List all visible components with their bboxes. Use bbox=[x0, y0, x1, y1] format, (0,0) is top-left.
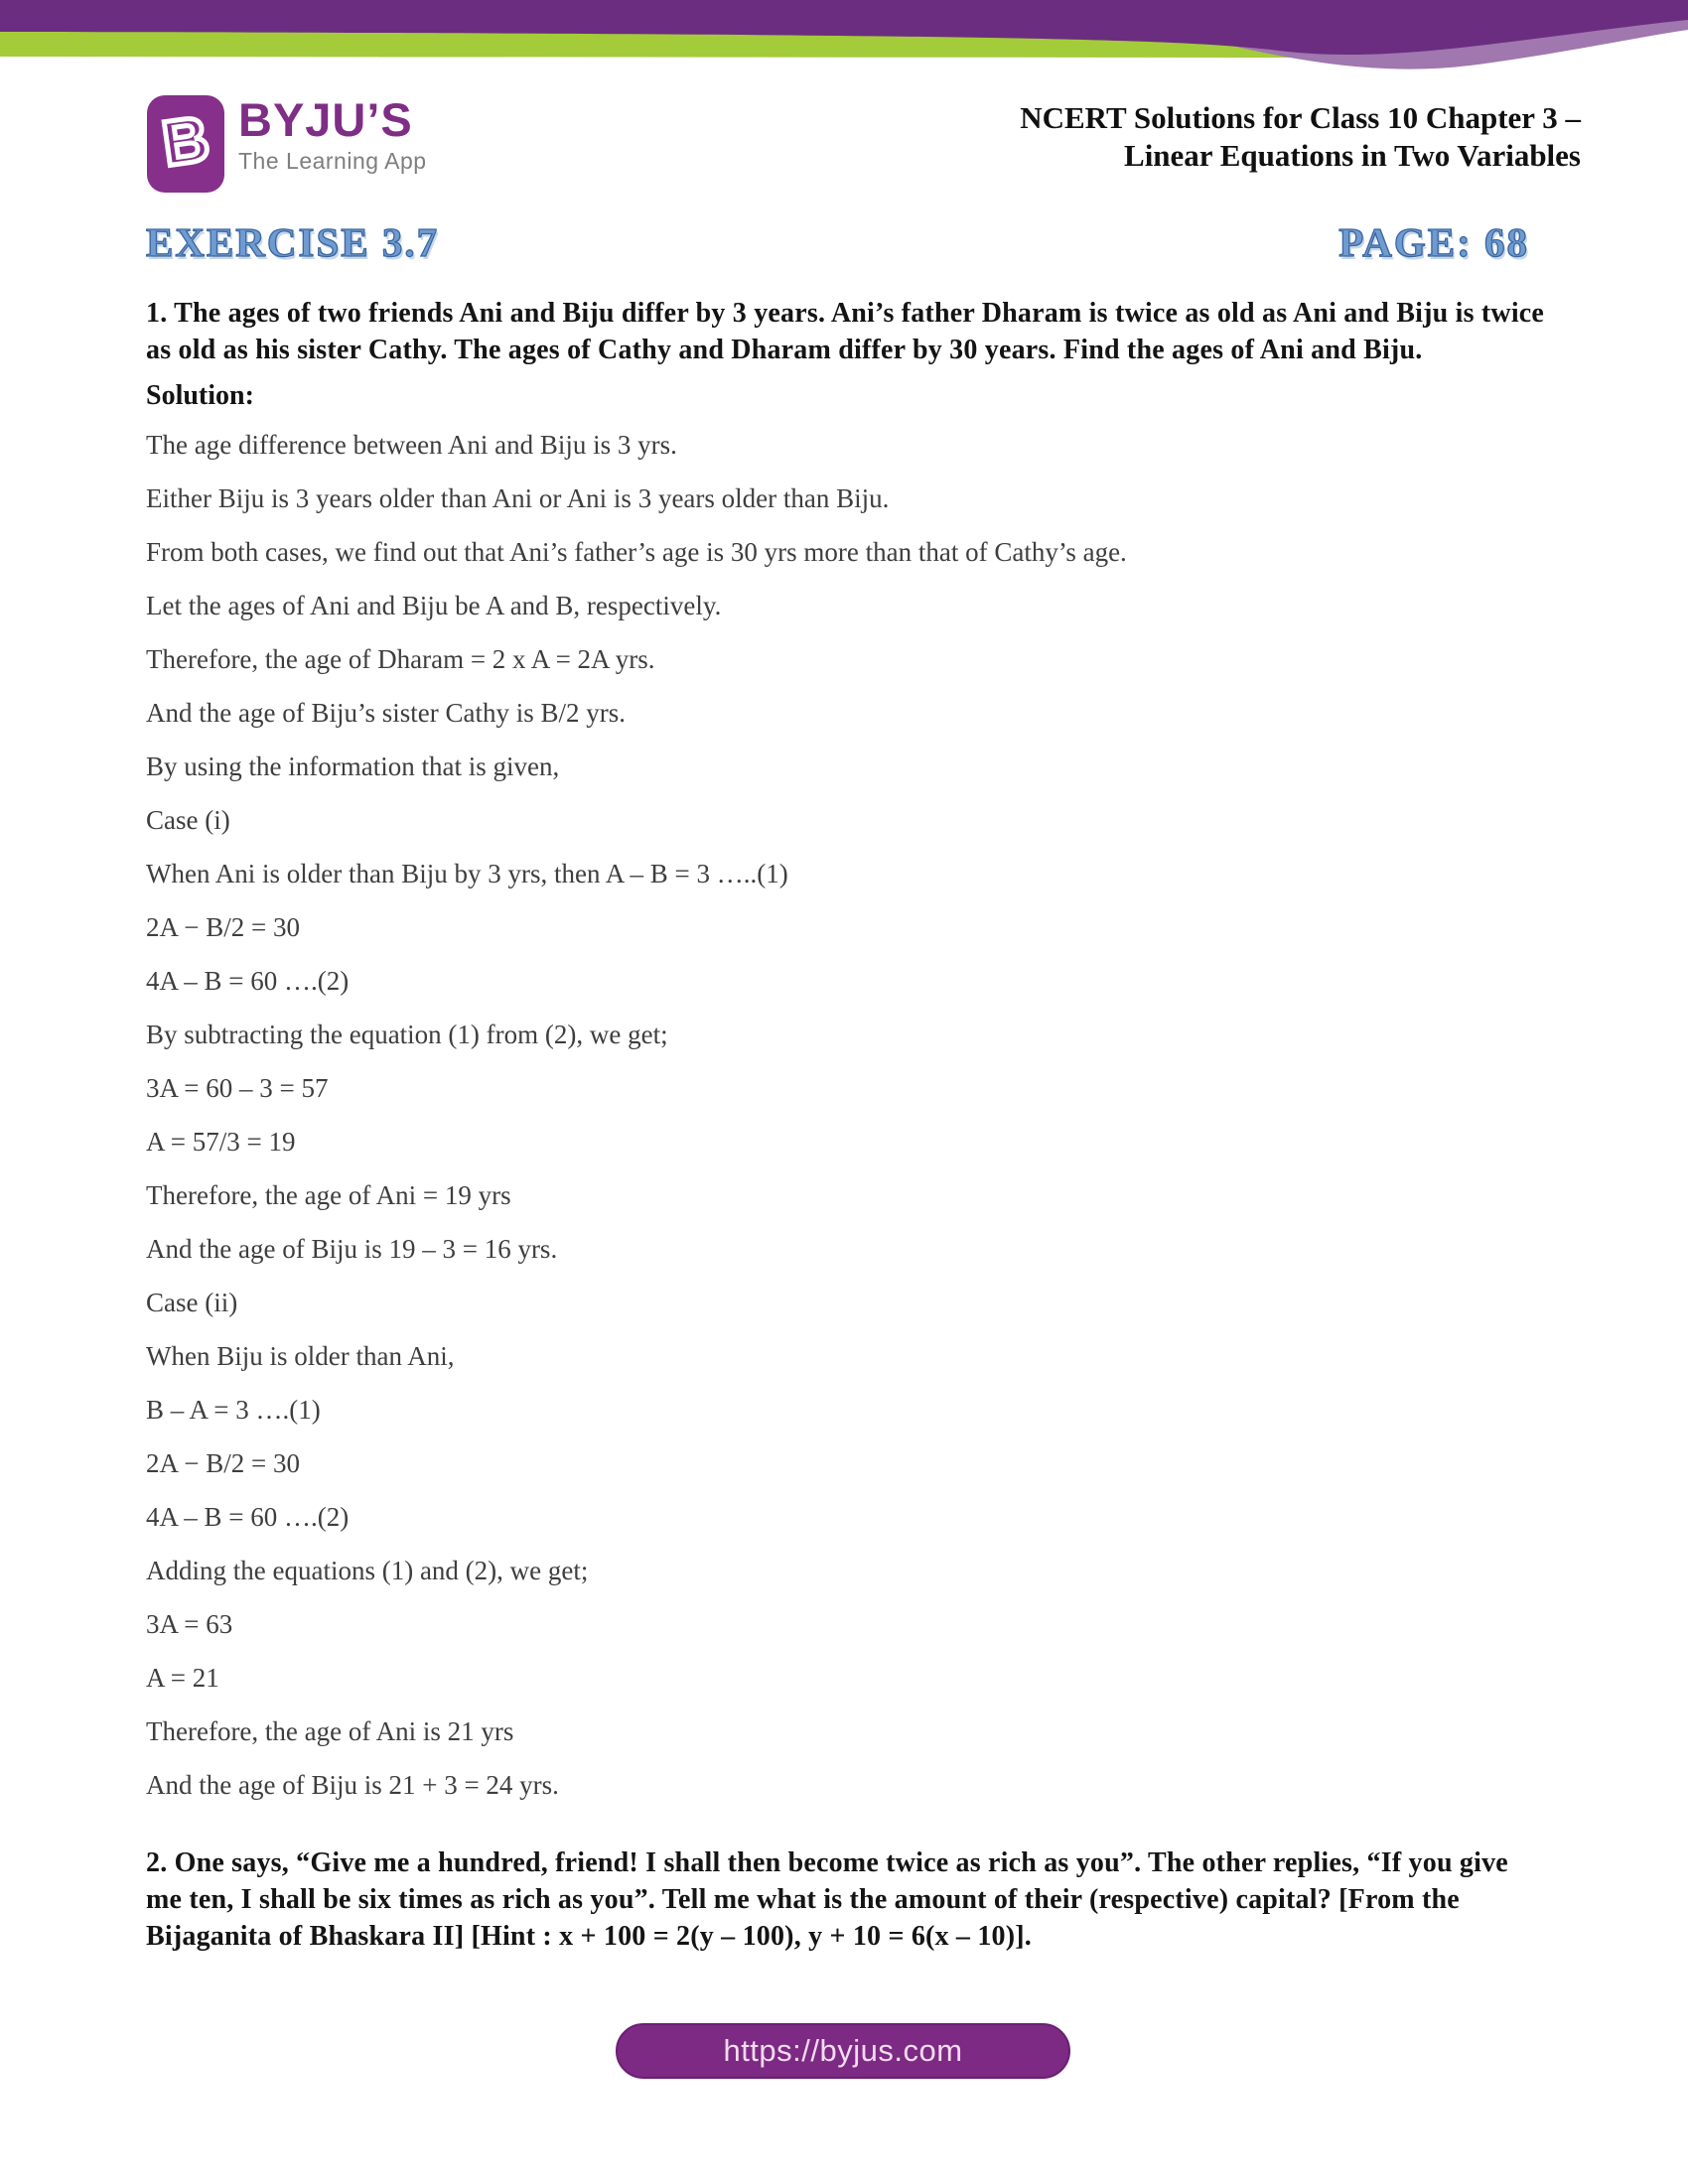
solution-line: Therefore, the age of Ani = 19 yrs bbox=[146, 1180, 511, 1210]
solution-line: A = 57/3 = 19 bbox=[146, 1127, 296, 1157]
solution-line: Therefore, the age of Ani is 21 yrs bbox=[146, 1716, 514, 1746]
solution-label: Solution: bbox=[146, 380, 254, 411]
solution-line: The age difference between Ani and Biju is 3 yrs. bbox=[146, 430, 677, 460]
solution-line: 4A – B = 60 ….(2) bbox=[146, 966, 350, 996]
byjus-url-button[interactable] bbox=[616, 2023, 1070, 2079]
solution-line: A = 21 bbox=[146, 1663, 219, 1693]
solution-line: B – A = 3 ….(1) bbox=[146, 1395, 321, 1425]
page-number-heading: PAGE: 68 bbox=[1338, 219, 1529, 265]
solution-line: By subtracting the equation (1) from (2), we get; bbox=[146, 1020, 668, 1049]
heading-row bbox=[146, 218, 1529, 270]
solution-line: When Biju is older than Ani, bbox=[146, 1341, 455, 1371]
byjus-url-label: https://byjus.com bbox=[723, 2033, 963, 2068]
solution-line: By using the information that is given, bbox=[146, 751, 560, 781]
solution-line: Let the ages of Ani and Biju be A and B, respectively. bbox=[146, 591, 722, 620]
solution-line: 3A = 60 – 3 = 57 bbox=[146, 1073, 329, 1103]
solution-line: Case (i) bbox=[146, 805, 230, 835]
solution-line: And the age of Biju is 21 + 3 = 24 yrs. bbox=[146, 1770, 559, 1800]
solution-line: 3A = 63 bbox=[146, 1609, 233, 1639]
byjus-logo bbox=[147, 95, 427, 193]
document-title-line2: Linear Equations in Two Variables bbox=[1124, 138, 1581, 173]
solution-line: 2A − B/2 = 30 bbox=[146, 912, 300, 942]
byjus-tagline: The Learning App bbox=[238, 148, 427, 174]
question-1: 1. The ages of two friends Ani and Biju differ by 3 years. Ani’s father Dharam is twice as old as Ani and Biju is twice as old as his sister Cathy. The ages of Cathy and Dharam differ by 30 years. Find the ages of Ani and Biju. bbox=[146, 298, 1545, 365]
solution-line: Therefore, the age of Dharam = 2 x A = 2A yrs. bbox=[146, 644, 655, 674]
byjus-b-glyph: B bbox=[158, 102, 213, 180]
exercise-heading: EXERCISE 3.7 bbox=[146, 219, 440, 265]
solution-line: And the age of Biju’s sister Cathy is B/2 yrs. bbox=[146, 698, 626, 728]
solution-line: From both cases, we find out that Ani’s father’s age is 30 yrs more than that of Cathy’s age. bbox=[146, 537, 1127, 567]
question-2: 2. One says, “Give me a hundred, friend! I shall then become twice as rich as you”. The other replies, “If you give me ten, I shall be six times as rich as you”. Tell me what is the amount of their (respective) capital? [From the Bijaganita of Bhaskara II] [Hint : x + 100 = 2(y – 100), y + 10 = 6(x – 10)]. bbox=[146, 1847, 1508, 1952]
solution-line: 4A – B = 60 ….(2) bbox=[146, 1502, 350, 1532]
solution-lines bbox=[146, 418, 1546, 1812]
document-title-line1: NCERT Solutions for Class 10 Chapter 3 – bbox=[1020, 100, 1581, 135]
solution-line: When Ani is older than Biju by 3 yrs, then A – B = 3 …..(1) bbox=[146, 859, 788, 888]
byjus-logo-badge-icon bbox=[147, 95, 224, 193]
document-title bbox=[1020, 99, 1581, 175]
solution-line: Case (ii) bbox=[146, 1288, 238, 1317]
solution-line: And the age of Biju is 19 – 3 = 16 yrs. bbox=[146, 1234, 558, 1264]
solution-line: 2A − B/2 = 30 bbox=[146, 1448, 300, 1478]
byjus-wordmark: BYJU’S bbox=[238, 93, 413, 146]
solution-line: Either Biju is 3 years older than Ani or Ani is 3 years older than Biju. bbox=[146, 483, 890, 513]
solution-line: Adding the equations (1) and (2), we get; bbox=[146, 1556, 589, 1585]
